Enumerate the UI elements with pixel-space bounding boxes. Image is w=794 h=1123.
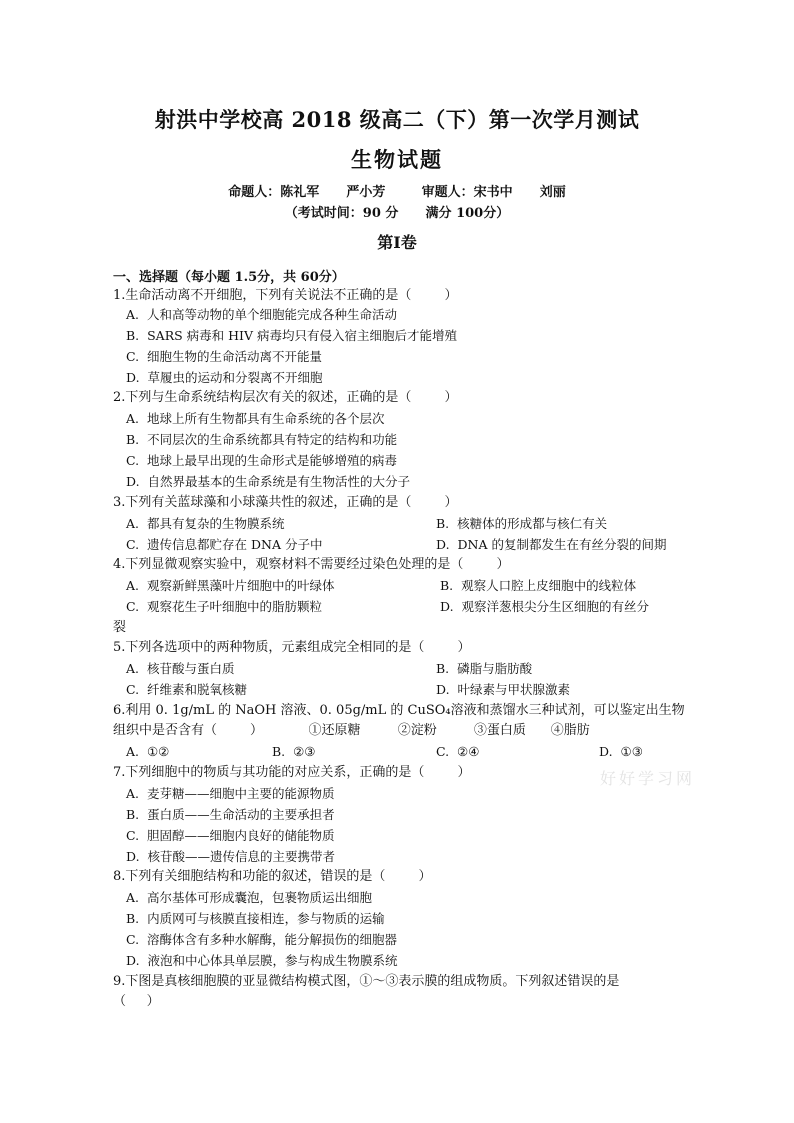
question-5-stem: 5.下列各选项中的两种物质，元素组成完全相同的是（ ） (113, 640, 471, 655)
question-1-option-c: C. 细胞生物的生命活动离不开能量 (126, 349, 323, 364)
question-7-option-a: A. 麦芽糖——细胞中主要的能源物质 (126, 786, 335, 801)
question-6-option-c: C. ②④ (436, 744, 480, 759)
question-4-stem: 4.下列显微观察实验中，观察材料不需要经过染色处理的是（ ） (113, 557, 510, 572)
exam-authors: 命题人：陈礼军 严小芳 审题人：宋书中 刘丽 (228, 185, 566, 200)
exam-time-info: （考试时间：90 分 满分 100分） (284, 206, 510, 221)
question-1-stem: 1.生命活动离不开细胞，下列有关说法不正确的是（ ） (113, 288, 458, 303)
question-3-option-c: C. 遗传信息都贮存在 DNA 分子中 (126, 537, 323, 552)
question-3-option-b: B. 核糖体的形成都与核仁有关 (436, 516, 608, 531)
exam-subject: 生物试题 (351, 147, 443, 172)
question-5-option-a: A. 核苷酸与蛋白质 (126, 661, 235, 676)
question-4-continuation: 裂 (113, 620, 127, 635)
question-8-option-b: B. 内质网可与核膜直接相连，参与物质的运输 (126, 911, 385, 926)
question-3-option-d: D. DNA 的复制都发生在有丝分裂的间期 (436, 537, 667, 552)
question-4-option-d: D. 观察洋葱根尖分生区细胞的有丝分 (440, 599, 649, 614)
question-5-option-c: C. 纤维素和脱氧核糖 (126, 682, 248, 697)
question-9-stem: 9.下图是真核细胞膜的亚显微结构模式图，①～③表示膜的组成物质。下列叙述错误的是 (113, 974, 620, 989)
question-8-option-a: A. 高尔基体可形成囊泡，包裹物质运出细胞 (126, 890, 372, 905)
question-2-option-c: C. 地球上最早出现的生命形式是能够增殖的病毒 (126, 453, 398, 468)
question-6-stem-line-2: 组织中是否含有（ ） ①还原糖 ②淀粉 ③蛋白质 ④脂肪 (113, 723, 590, 738)
question-4-option-a: A. 观察新鲜黑藻叶片细胞中的叶绿体 (126, 578, 335, 593)
question-6-option-d: D. ①③ (599, 744, 643, 759)
question-6-option-b: B. ②③ (272, 744, 316, 759)
question-7-option-c: C. 胆固醇——细胞内良好的储能物质 (126, 828, 335, 843)
exam-title: 射洪中学校高 2018 级高二（下）第一次学月测试 (154, 107, 640, 132)
question-8-stem: 8.下列有关细胞结构和功能的叙述，错误的是（ ） (113, 869, 432, 884)
question-5-option-b: B. 磷脂与脂肪酸 (436, 661, 533, 676)
question-5-option-d: D. 叶绿素与甲状腺激素 (436, 682, 570, 697)
question-2-option-a: A. 地球上所有生物都具有生命系统的各个层次 (126, 411, 385, 426)
question-6-option-a: A. ①② (126, 744, 170, 759)
question-4-option-b: B. 观察人口腔上皮细胞中的线粒体 (440, 578, 637, 593)
question-9-stem-line-2: （ ） (113, 994, 160, 1009)
question-1-option-a: A. 人和高等动物的单个细胞能完成各种生命活动 (126, 307, 397, 322)
question-3-stem: 3.下列有关蓝球藻和小球藻共性的叙述，正确的是（ ） (113, 495, 458, 510)
question-2-option-b: B. 不同层次的生命系统都具有特定的结构和功能 (126, 432, 398, 447)
question-2-stem: 2.下列与生命系统结构层次有关的叙述，正确的是（ ） (113, 390, 458, 405)
question-3-option-a: A. 都具有复杂的生物膜系统 (126, 516, 285, 531)
question-1-option-d: D. 草履虫的运动和分裂离不开细胞 (126, 370, 323, 385)
question-7-option-b: B. 蛋白质——生命活动的主要承担者 (126, 807, 335, 822)
question-2-option-d: D. 自然界最基本的生命系统是有生物活性的大分子 (126, 474, 410, 489)
question-7-stem: 7.下列细胞中的物质与其功能的对应关系，正确的是（ ） (113, 765, 471, 780)
section-heading: 一、选择题（每小题 1.5分，共 60分） (113, 270, 345, 285)
question-8-option-c: C. 溶酶体含有多种水解酶，能分解损伤的细胞器 (126, 932, 398, 947)
watermark: 好好学习网 (600, 769, 696, 788)
question-4-option-c: C. 观察花生子叶细胞中的脂肪颗粒 (126, 599, 323, 614)
question-1-option-b: B. SARS 病毒和 HIV 病毒均只有侵入宿主细胞后才能增殖 (126, 328, 457, 343)
volume-heading: 第Ⅰ卷 (377, 233, 417, 252)
question-7-option-d: D. 核苷酸——遗传信息的主要携带者 (126, 849, 335, 864)
question-8-option-d: D. 液泡和中心体具单层膜，参与构成生物膜系统 (126, 953, 398, 968)
question-6-stem: 6.利用 0. 1g/mL 的 NaOH 溶液、0. 05g/mL 的 CuSO₄溶液和蒸馏水三种试剂，可以鉴定出生物 (113, 703, 685, 718)
